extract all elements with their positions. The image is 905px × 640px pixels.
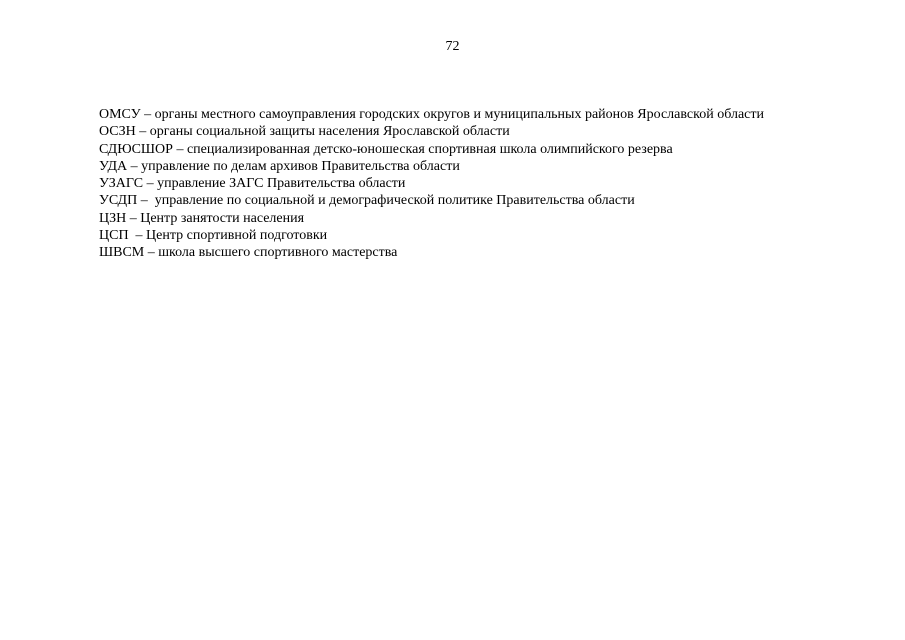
abbreviation-sdyushor: СДЮСШОР – специализированная детско-юношеская спортивная школа олимпийского резерва	[99, 141, 673, 157]
abbreviation-oszn: ОСЗН – органы социальной защиты населения Ярославской области	[99, 124, 510, 140]
abbreviation-uda: УДА – управление по делам архивов Правительства области	[99, 158, 460, 174]
abbreviation-shvsm: ШВСМ – школа высшего спортивного мастерства	[99, 245, 398, 261]
abbreviation-usdp: УСДП – управление по социальной и демографической политике Правительства области	[99, 193, 635, 209]
abbreviation-uzags: УЗАГС – управление ЗАГС Правительства области	[99, 176, 406, 192]
abbreviation-list	[99, 106, 889, 262]
page-number: 72	[445, 39, 460, 54]
abbreviation-tssp: ЦСП – Центр спортивной подготовки	[99, 228, 328, 244]
abbreviation-omsu: ОМСУ – органы местного самоуправления городских округов и муниципальных районов Ярославской области	[99, 107, 764, 122]
abbreviation-tszn: ЦЗН – Центр занятости населения	[99, 210, 305, 226]
